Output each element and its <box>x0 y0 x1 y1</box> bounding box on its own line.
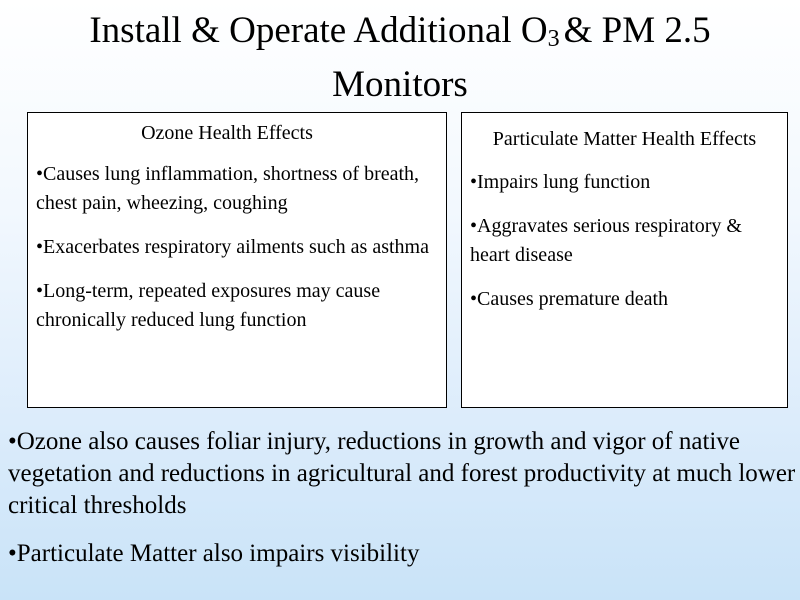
ozone-box-heading: Ozone Health Effects <box>141 122 313 144</box>
title-part2: & PM 2.5 <box>563 10 711 51</box>
slide-title <box>0 8 800 108</box>
ozone-health-effects-box <box>27 112 447 408</box>
pm-box-heading: Particulate Matter Health Effects <box>492 128 757 150</box>
pm-bullet-1: •Impairs lung function <box>470 171 651 193</box>
title-part1: Install & Operate Additional O <box>89 10 548 51</box>
bottom-bullets <box>8 426 796 586</box>
title-line2: Monitors <box>332 64 468 105</box>
ozone-bullet-3: •Long-term, repeated exposures may cause chronically reduced lung function <box>36 280 381 331</box>
ozone-bullet-1: •Causes lung inflammation, shortness of breath, chest pain, wheezing, coughing <box>36 163 420 214</box>
bottom-bullet-ozone: •Ozone also causes foliar injury, reductions in growth and vigor of native vegetation and reductions in agricultural and forest productivity at much lower critical thresholds <box>8 428 796 519</box>
ozone-bullet-2: •Exacerbates respiratory ailments such as asthma <box>36 236 429 258</box>
pm-health-effects-box <box>461 112 788 408</box>
pm-bullet-2: •Aggravates serious respiratory & heart disease <box>470 215 742 266</box>
title-subscript: 3 <box>547 26 560 52</box>
bottom-bullet-pm: •Particulate Matter also impairs visibility <box>8 540 420 567</box>
pm-bullet-3: •Causes premature death <box>470 288 669 310</box>
